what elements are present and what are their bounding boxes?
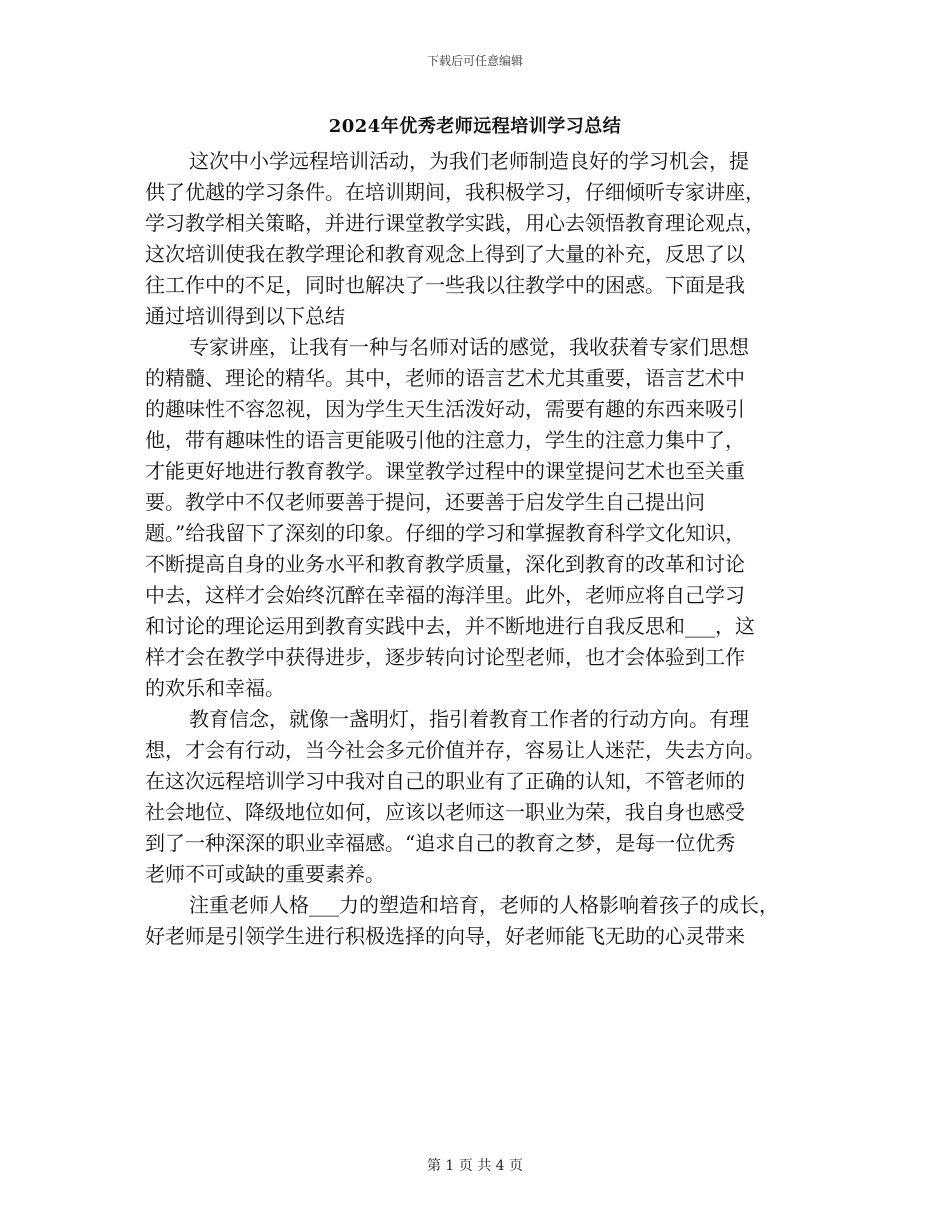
document-body: [145, 146, 805, 952]
text-line: 社会地位、降级地位如何，应该以老师这一职业为荣，我自身也感受: [145, 800, 745, 824]
text-line: 中去，这样才会始终沉醉在幸福的海洋里。此外，老师应将自己学习: [145, 583, 745, 607]
text-line: 和讨论的理论运用到教育实践中去，并不断地进行自我反思和___，这: [145, 614, 755, 638]
document-title: 2024年优秀老师远程培训学习总结: [328, 116, 622, 137]
text-line: 想，才会有行动，当今社会多元价值并存，容易让人迷茫，失去方向。: [145, 738, 765, 762]
text-line: 样才会在教学中获得进步，逐步转向讨论型老师，也才会体验到工作: [145, 645, 745, 669]
page-header: 下载后可任意编辑: [426, 54, 523, 68]
text-line: 的欢乐和幸福。: [145, 676, 285, 700]
text-line: 老师不可或缺的重要素养。: [145, 862, 385, 886]
text-line: 通过培训得到以下总结: [145, 304, 345, 328]
text-line: 这次培训使我在教学理论和教育观念上得到了大量的补充，反思了以: [145, 242, 745, 266]
paragraph: [145, 890, 805, 952]
text-line: 不断提高自身的业务水平和教育教学质量，深化到教育的改革和讨论: [145, 552, 745, 576]
text-line: 注重老师人格___力的塑造和培育，老师的人格影响着孩子的成长，: [189, 893, 779, 917]
text-line: 教育信念，就像一盏明灯，指引着教育工作者的行动方向。有理: [189, 707, 749, 731]
paragraph: [145, 332, 805, 704]
text-line: 在这次远程培训学习中我对自己的职业有了正确的认知，不管老师的: [145, 769, 745, 793]
text-line: 的趣味性不容忽视，因为学生天生活泼好动，需要有趣的东西来吸引: [145, 397, 745, 421]
paragraph: [145, 146, 805, 332]
text-line: 的精髓、理论的精华。其中，老师的语言艺术尤其重要，语言艺术中: [145, 366, 745, 390]
text-line: 好老师是引领学生进行积极选择的向导，好老师能飞无助的心灵带来: [145, 924, 745, 948]
text-line: 专家讲座，让我有一种与名师对话的感觉，我收获着专家们思想: [189, 335, 749, 359]
page-number: 第 1 页 共 4 页: [426, 1158, 524, 1174]
text-line: 这次中小学远程培训活动，为我们老师制造良好的学习机会，提: [189, 149, 749, 173]
text-line: 他，带有趣味性的语言更能吸引他的注意力，学生的注意力集中了，: [145, 428, 745, 452]
paragraph: [145, 704, 805, 890]
text-line: 学习教学相关策略，并进行课堂教学实践，用心去领悟教育理论观点，: [145, 211, 765, 235]
text-line: 往工作中的不足，同时也解决了一些我以往教学中的困惑。下面是我: [145, 273, 745, 297]
text-line: 要。教学中不仅老师要善于提问，还要善于启发学生自己提出问: [145, 490, 705, 514]
text-line: 到了一种深深的职业幸福感。“追求自己的教育之梦，是每一位优秀: [145, 831, 736, 855]
text-line: 才能更好地进行教育教学。课堂教学过程中的课堂提问艺术也至关重: [145, 459, 745, 483]
text-line: 供了优越的学习条件。在培训期间，我积极学习，仔细倾听专家讲座，: [145, 180, 765, 204]
text-line: 题。”给我留下了深刻的印象。仔细的学习和掌握教育科学文化知识，: [145, 521, 746, 545]
